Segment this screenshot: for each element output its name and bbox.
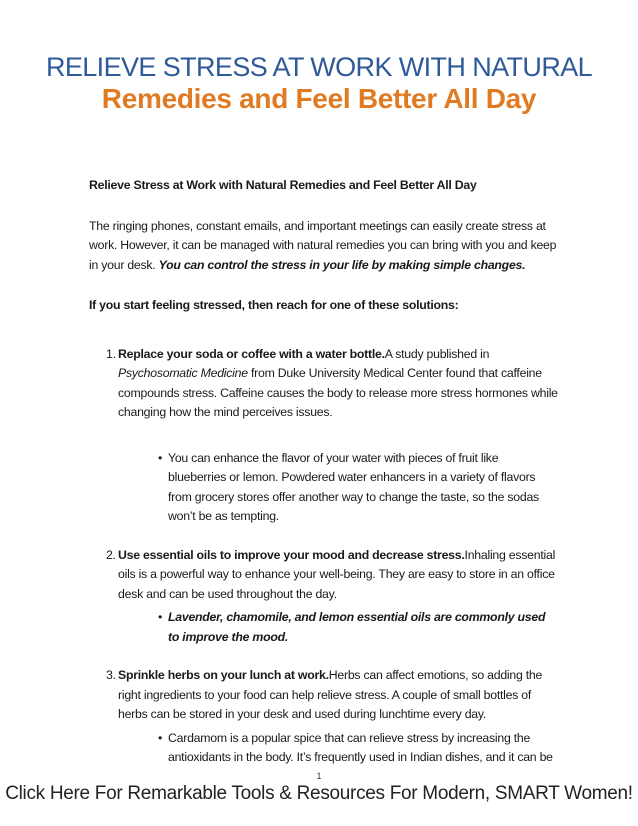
item-text-after: from Duke University Medical Center found that caffeine compounds stress. Caffeine causes the body to release more stress hormones while changing how the mind perceives issues. [118,366,558,419]
bullet-dot-icon: • [158,450,163,465]
intro-emphasis: You can control the stress in your life by making simple changes. [158,257,526,272]
item-number: 1. [106,346,116,361]
bullet-item [118,608,559,647]
bullet-text: Lavender, chamomile, and lemon essential oils are commonly used to improve the mood. [168,610,546,644]
list-item [89,345,559,527]
bullet-dot-icon: • [158,730,163,745]
item-title: Use essential oils to improve your mood and decrease stress. [118,547,465,562]
item-paragraph [118,345,559,423]
intro-text: The ringing phones, constant emails, and important meetings can easily create stress at work. However, it can be managed with natural remedies you can bring with you and keep in your desk. [89,218,557,272]
article-heading: Relieve Stress at Work with Natural Remedies and Feel Better All Day [89,178,477,192]
item-number: 2. [106,547,116,562]
item-text: Inhaling essential oils is a powerful way to enhance your well-being. They are easy to store in an office desk and can be used throughout the day. [118,547,556,601]
intro-paragraph [89,217,559,276]
solutions-heading: If you start feeling stressed, then reach for one of these solutions: [89,298,459,312]
page-number: 1 [316,771,322,781]
list-item [89,666,559,768]
bullet-list [118,608,559,647]
solutions-list [89,345,559,768]
bullet-dot-icon: • [158,610,163,624]
journal-name: Psychosomatic Medicine [118,366,248,380]
list-item [89,546,559,648]
footer-resources-link[interactable]: Click Here For Remarkable Tools & Resources For Modern, SMART Women! [5,783,633,804]
title-line-1: RELIEVE STRESS AT WORK WITH NATURAL [45,52,593,82]
bullet-list [118,729,559,768]
bullet-item [118,729,559,768]
item-title: Replace your soda or coffee with a water bottle. [118,346,385,361]
article-body [89,176,559,768]
item-paragraph [118,546,559,605]
item-title: Sprinkle herbs on your lunch at work. [118,668,329,682]
title-line-2: Remedies and Feel Better All Day [101,83,537,114]
bullet-text: You can enhance the flavor of your water with pieces of fruit like blueberries or lemon. Powdered water enhancers in a variety of flavors from grocery stores offer another way to change the taste, so the sodas won’t be as tempting. [168,450,539,523]
bullet-item [118,449,559,527]
item-text-before: A study published in [384,346,490,361]
item-text: Herbs can affect emotions, so adding the right ingredients to your food can help relieve stress. A couple of small bottles of herbs can be stored in your desk and used during lunchtime every day. [118,668,543,721]
bullet-text: Cardamom is a popular spice that can relieve stress by increasing the antioxidants in the body. It’s frequently used in Indian dishes, and it can be [168,730,553,764]
item-paragraph [118,666,559,725]
item-number: 3. [106,668,116,682]
bullet-list [118,449,559,527]
